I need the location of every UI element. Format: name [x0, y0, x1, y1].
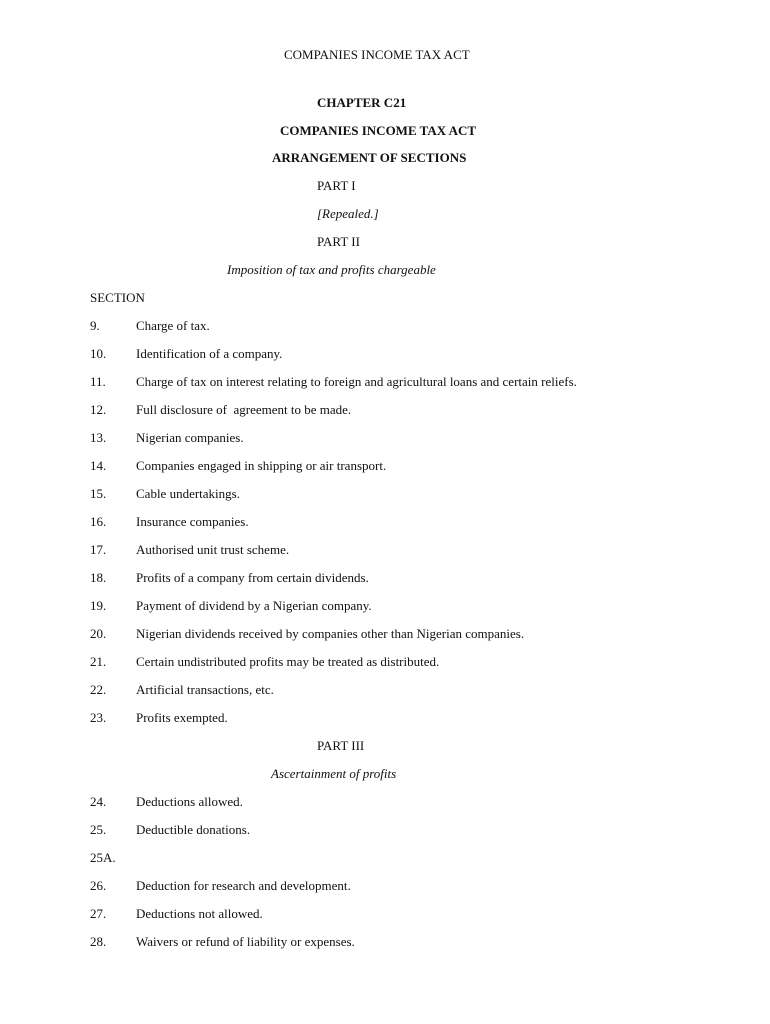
section-title: Waivers or refund of liability or expenses. [136, 934, 355, 949]
section-number: 25. [90, 822, 107, 837]
part-3-label: PART III [317, 738, 365, 753]
section-number: 10. [90, 346, 107, 361]
section-title: Profits of a company from certain dividends. [136, 570, 369, 585]
section-title: Full disclosure of agreement to be made. [136, 402, 352, 417]
section-number: 19. [90, 598, 107, 613]
running-header: COMPANIES INCOME TAX ACT [284, 47, 470, 62]
section-number: 28. [90, 934, 107, 949]
section-title: Nigerian companies. [136, 430, 244, 445]
chapter-heading: CHAPTER C21 [317, 95, 407, 110]
section-title: Companies engaged in shipping or air transport. [136, 458, 387, 473]
section-title: Payment of dividend by a Nigerian company. [136, 598, 372, 613]
section-number: 23. [90, 710, 107, 725]
part-1-label: PART I [317, 178, 356, 193]
section-title: Deductions allowed. [136, 794, 243, 809]
section-number: 24. [90, 794, 107, 809]
section-title: Insurance companies. [136, 514, 249, 529]
section-title: Authorised unit trust scheme. [136, 542, 290, 557]
section-number: 21. [90, 654, 107, 669]
section-number: 18. [90, 570, 107, 585]
section-title: Charge of tax on interest relating to foreign and agricultural loans and certain reliefs. [136, 374, 577, 389]
section-number: 17. [90, 542, 107, 557]
section-title: Deduction for research and development. [136, 878, 351, 893]
section-number: 20. [90, 626, 107, 641]
section-number: 11. [90, 374, 106, 389]
section-number: 14. [90, 458, 107, 473]
section-title: Artificial transactions, etc. [136, 682, 274, 697]
section-column-heading: SECTION [90, 290, 145, 305]
act-title: COMPANIES INCOME TAX ACT [280, 123, 477, 138]
section-number: 12. [90, 402, 107, 417]
section-number: 13. [90, 430, 107, 445]
section-title: Charge of tax. [136, 318, 210, 333]
part-1-subtitle: [Repealed.] [317, 206, 379, 221]
section-title: Deductible donations. [136, 822, 251, 837]
part-3-subtitle: Ascertainment of profits [271, 766, 397, 781]
section-title: Deductions not allowed. [136, 906, 263, 921]
arrangement-heading: ARRANGEMENT OF SECTIONS [272, 150, 467, 165]
section-number: 22. [90, 682, 107, 697]
part-2-subtitle: Imposition of tax and profits chargeable [227, 262, 436, 277]
section-number: 15. [90, 486, 107, 501]
section-number: 26. [90, 878, 107, 893]
section-title: Cable undertakings. [136, 486, 240, 501]
section-number: 27. [90, 906, 107, 921]
section-number: 16. [90, 514, 107, 529]
part-2-label: PART II [317, 234, 360, 249]
section-title: Nigerian dividends received by companies other than Nigerian companies. [136, 626, 525, 641]
section-title: Identification of a company. [136, 346, 283, 361]
section-title: Certain undistributed profits may be treated as distributed. [136, 654, 440, 669]
section-number: 9. [90, 318, 100, 333]
section-title: Profits exempted. [136, 710, 228, 725]
section-number: 25A. [90, 850, 116, 865]
